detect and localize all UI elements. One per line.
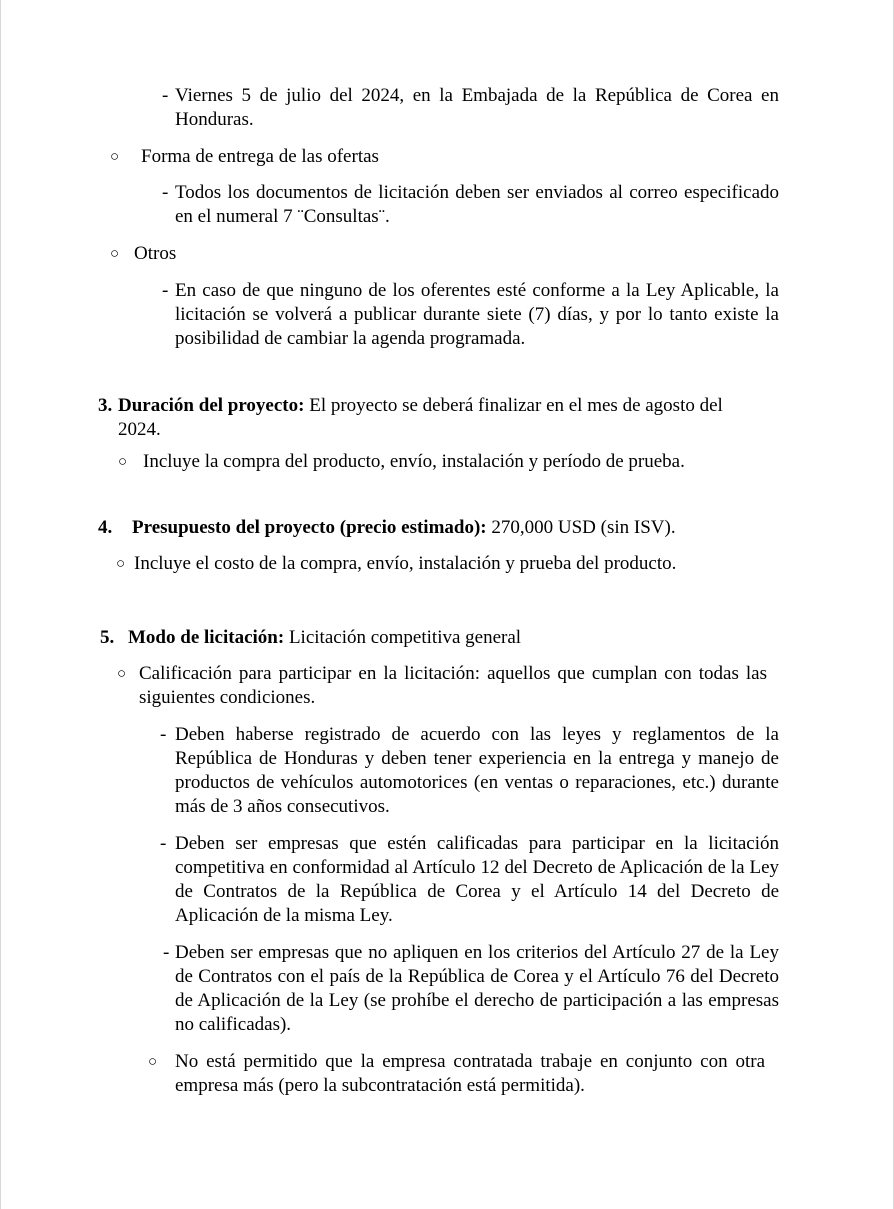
circle-bullet-icon: ○ xyxy=(117,666,127,682)
bullet-delivery-form: Forma de entrega de las ofertas xyxy=(141,146,379,167)
circle-bullet-icon: ○ xyxy=(148,1054,158,1070)
paragraph-date: Viernes 5 de julio del 2024, en la Embajada de la República de Corea en Honduras. xyxy=(175,85,779,130)
section-5-number: 5. xyxy=(100,627,115,648)
dash-marker: - xyxy=(162,182,169,203)
condition-item: Deben ser empresas que no apliquen en los criterios del Artículo 27 de la Ley de Contratos con el país de la República de Corea y el Artículo 76 del Decreto de Aplicación de la Ley (se prohíbe el derecho de participación a las empresas no calificadas). xyxy=(175,942,779,1035)
section-5-qualification: Calificación para participar en la licitación: aquellos que cumplan con todas las siguientes condiciones. xyxy=(139,663,767,708)
section-3-heading: Duración del proyecto: xyxy=(118,395,305,416)
section-4-paragraph xyxy=(132,516,782,540)
section-4-bullet: Incluye el costo de la compra, envío, instalación y prueba del producto. xyxy=(134,553,677,574)
bullet-others: Otros xyxy=(134,243,177,264)
section-3-text: El proyecto se deberá finalizar en el mes de agosto del 2024. xyxy=(118,395,723,440)
circle-bullet-icon: ○ xyxy=(118,454,128,470)
section-5-text: Licitación competitiva general xyxy=(284,627,522,648)
section-3-paragraph xyxy=(118,394,758,442)
circle-bullet-icon: ○ xyxy=(116,556,126,572)
condition-item: Deben ser empresas que estén calificadas para participar en la licitación competitiva en conformidad al Artículo 12 del Decreto de Aplicación de la Ley de Contratos de la República de Corea y el Artículo 14 del Decreto de Aplicación de la misma Ley. xyxy=(175,833,779,926)
dash-marker: - xyxy=(162,85,169,106)
paragraph-others: En caso de que ninguno de los oferentes esté conforme a la Ley Aplicable, la licitación se volverá a publicar durante siete (7) días, y por lo tanto existe la posibilidad de cambiar la agenda programada. xyxy=(175,280,779,349)
section-4-text: 270,000 USD (sin ISV). xyxy=(486,517,676,538)
section-5-heading: Modo de licitación: xyxy=(128,627,285,648)
dash-marker: - xyxy=(160,833,167,854)
section-4-heading: Presupuesto del proyecto (precio estimado): xyxy=(132,517,487,538)
circle-bullet-icon: ○ xyxy=(110,149,120,165)
dash-marker: - xyxy=(162,280,169,301)
paragraph-delivery: Todos los documentos de licitación deben ser enviados al correo especificado en el numeral 7 ¨Consultas¨. xyxy=(175,182,779,227)
section-5-paragraph xyxy=(128,626,778,650)
dash-marker: - xyxy=(160,724,167,745)
dash-marker: - xyxy=(163,942,170,963)
circle-bullet-icon: ○ xyxy=(110,246,120,262)
condition-item: Deben haberse registrado de acuerdo con las leyes y reglamentos de la República de Honduras y deben tener experiencia en la entrega y manejo de productos de vehículos automotorices (en ventas o reparaciones, etc.) durante más de 3 años consecutivos. xyxy=(175,724,779,817)
section-4-number: 4. xyxy=(98,517,113,538)
section-3-bullet: Incluye la compra del producto, envío, instalación y período de prueba. xyxy=(143,451,685,472)
section-3-number: 3. xyxy=(98,395,113,416)
section-5-subcontract: No está permitido que la empresa contratada trabaje en conjunto con otra empresa más (pero la subcontratación está permitida). xyxy=(175,1051,765,1096)
